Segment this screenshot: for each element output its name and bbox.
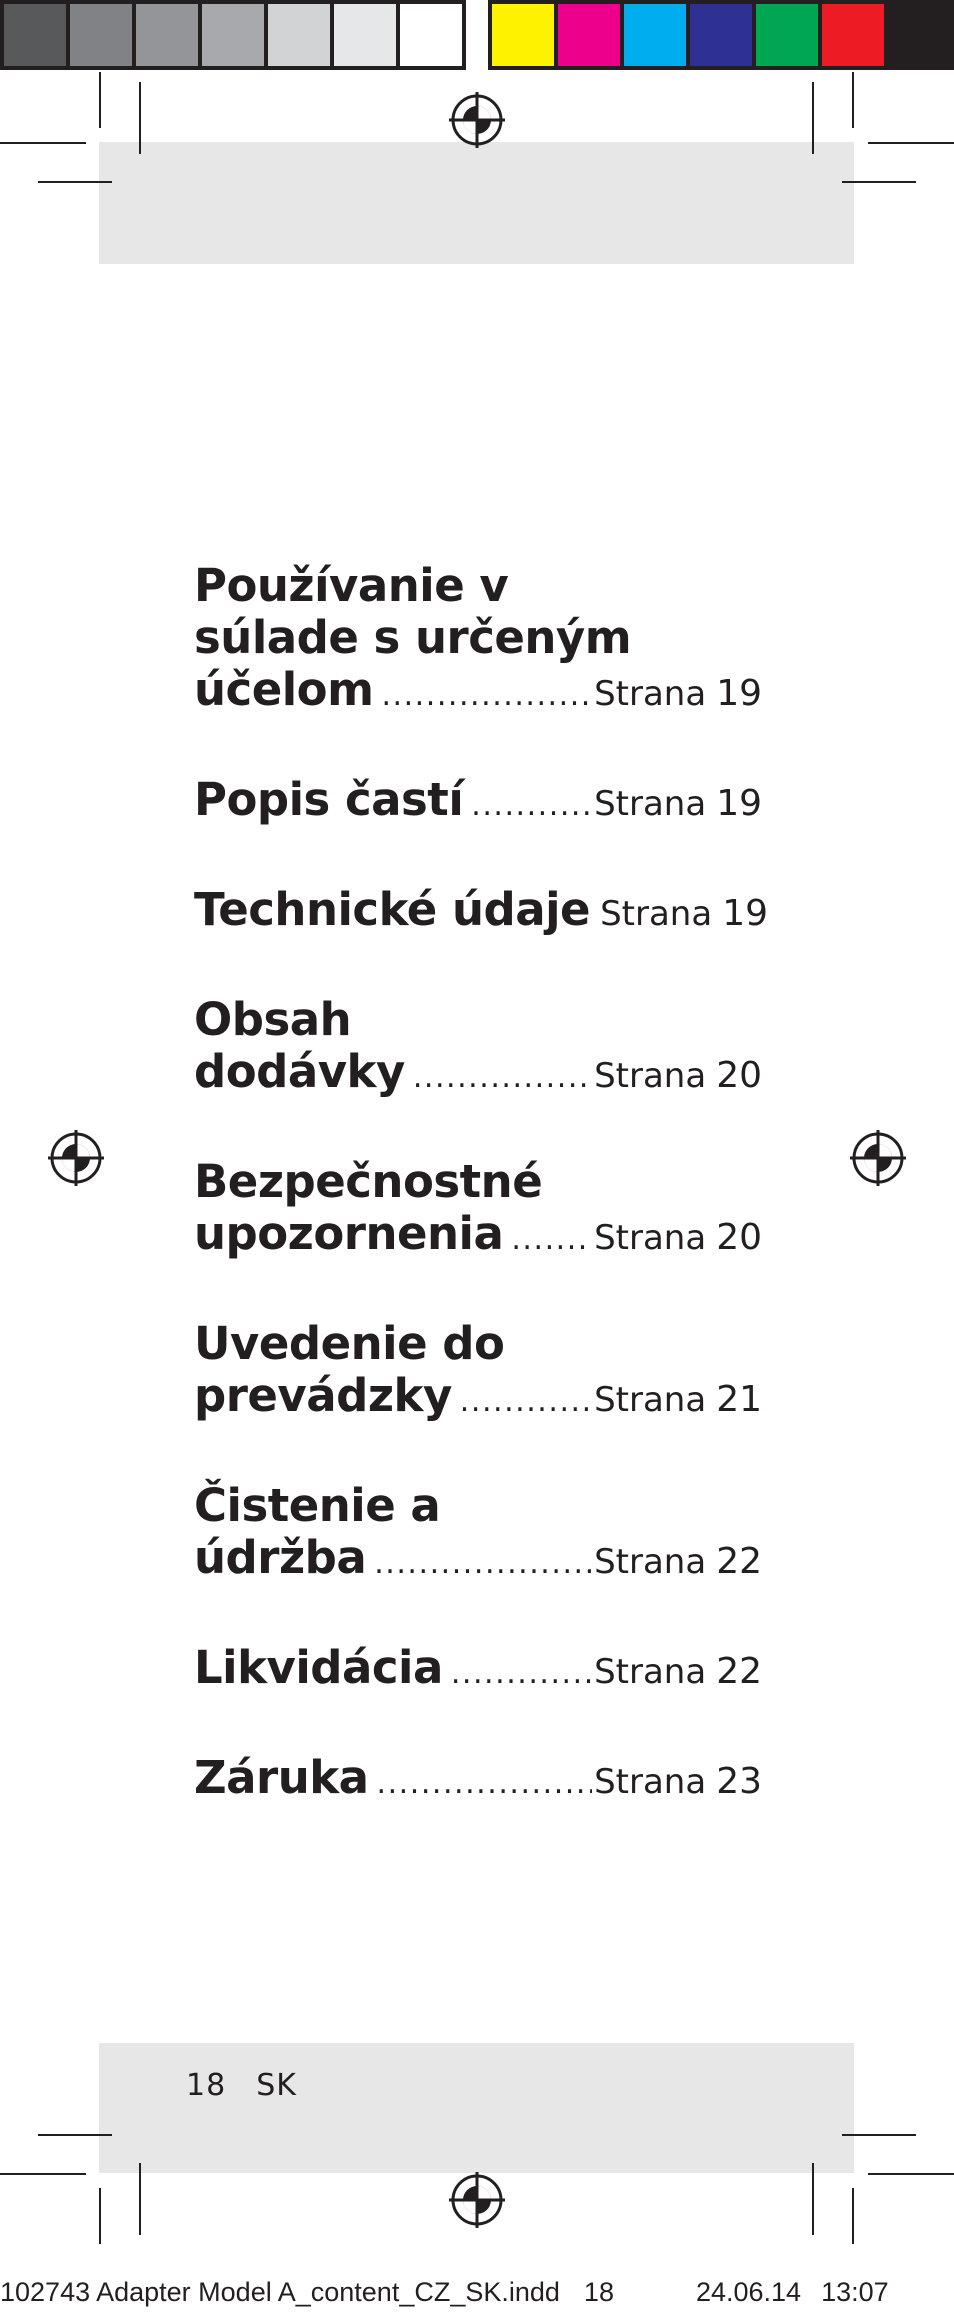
toc-entry <box>194 560 762 722</box>
crop-mark <box>139 2163 141 2235</box>
page-label: Strana <box>594 1542 707 1582</box>
page-footer <box>186 2068 297 2103</box>
toc-title-line: Čistenie a <box>194 1479 441 1532</box>
printer-slug <box>0 2277 889 2308</box>
toc-title-line: Záruka <box>194 1751 369 1804</box>
crop-mark <box>852 2188 854 2244</box>
toc-page-number: 21 <box>716 1379 762 1420</box>
page-label: Strana <box>594 1056 707 1096</box>
toc-entry <box>194 1752 762 1810</box>
table-of-contents <box>194 559 768 1862</box>
crop-mark <box>842 181 916 183</box>
language-code: SK <box>256 2068 297 2103</box>
crop-mark <box>0 2173 86 2175</box>
color-swatch <box>198 0 268 70</box>
crop-mark <box>852 72 854 128</box>
toc-title-line: Obsah <box>194 993 352 1046</box>
slug-filename: 102743 Adapter Model A_content_CZ_SK.indd <box>0 2277 560 2307</box>
toc-page-number: 19 <box>716 673 762 714</box>
toc-title-line: dodávky <box>194 1045 405 1098</box>
toc-entry <box>194 1480 762 1590</box>
toc-page-number: 23 <box>716 1761 762 1802</box>
toc-title-line: prevádzky <box>194 1369 452 1422</box>
page-label: Strana <box>594 1652 707 1692</box>
color-swatch <box>132 0 202 70</box>
crop-mark <box>0 142 86 144</box>
toc-title-line: účelom <box>194 663 374 716</box>
color-swatch <box>620 0 690 70</box>
crop-mark <box>812 82 814 154</box>
crop-mark <box>38 2134 112 2136</box>
crop-mark <box>99 2188 101 2244</box>
dot-leader <box>460 1376 592 1428</box>
gray-calibration-bar <box>0 0 466 70</box>
dot-leader <box>471 780 592 832</box>
crop-mark <box>38 181 112 183</box>
toc-title-line: údržba <box>194 1531 367 1584</box>
color-swatch <box>330 0 400 70</box>
page-label: Strana <box>600 894 713 934</box>
crop-mark <box>868 142 954 144</box>
color-swatch <box>66 0 136 70</box>
page-label: Strana <box>594 1762 707 1802</box>
dot-leader <box>451 1648 592 1700</box>
page-label: Strana <box>594 674 707 714</box>
slug-time: 13:07 <box>821 2277 889 2307</box>
slug-page: 18 <box>583 2277 614 2307</box>
page-label: Strana <box>594 1218 707 1258</box>
crop-mark <box>812 2163 814 2235</box>
crop-mark <box>868 2173 954 2175</box>
toc-page-number: 22 <box>716 1541 762 1582</box>
crop-mark <box>842 2134 916 2136</box>
registration-mark-icon <box>449 92 505 148</box>
toc-title-line: Likvidácia <box>194 1641 443 1694</box>
dot-leader <box>511 1214 592 1266</box>
dot-leader <box>413 1052 592 1104</box>
toc-page-number: 22 <box>716 1651 762 1692</box>
toc-page-number: 19 <box>722 893 768 934</box>
dot-leader <box>377 1758 593 1810</box>
header-band <box>99 142 854 264</box>
toc-page-number: 19 <box>716 783 762 824</box>
registration-mark-icon <box>850 1130 906 1186</box>
dot-leader <box>374 1538 592 1590</box>
page-label: Strana <box>594 784 707 824</box>
toc-title-line: Uvedenie do <box>194 1317 505 1370</box>
toc-title-line: súlade s určeným <box>194 611 632 664</box>
slug-date: 24.06.14 <box>695 2277 802 2307</box>
page-label: Strana <box>594 1380 707 1420</box>
dot-leader <box>381 670 592 722</box>
crop-mark <box>99 72 101 128</box>
color-swatch <box>264 0 334 70</box>
toc-title-line: Popis častí <box>194 773 464 826</box>
toc-page-number: 20 <box>716 1217 762 1258</box>
toc-title-line: Používanie v <box>194 559 509 612</box>
registration-mark-icon <box>449 2172 505 2228</box>
crop-mark <box>139 82 141 154</box>
color-swatch <box>686 0 756 70</box>
registration-mark-icon <box>48 1130 104 1186</box>
toc-title-line: Technické údaje <box>194 883 591 936</box>
page-number: 18 <box>186 2068 227 2103</box>
color-swatch <box>554 0 624 70</box>
toc-entry <box>194 774 762 832</box>
toc-entry <box>194 1642 762 1700</box>
toc-title-line: upozornenia <box>194 1207 504 1260</box>
footer-band <box>99 2043 854 2173</box>
toc-page-number: 20 <box>716 1055 762 1096</box>
toc-entry <box>194 1156 762 1266</box>
toc-title-line: Bezpečnostné <box>194 1155 543 1208</box>
toc-entry <box>194 994 762 1104</box>
color-swatch <box>488 0 558 70</box>
toc-entry <box>194 1318 762 1428</box>
color-swatch <box>752 0 822 70</box>
color-swatch <box>396 0 466 70</box>
toc-entry <box>194 883 768 942</box>
color-swatch <box>818 0 888 70</box>
color-swatch <box>884 0 954 70</box>
color-calibration-bar <box>488 0 954 70</box>
color-swatch <box>0 0 70 70</box>
